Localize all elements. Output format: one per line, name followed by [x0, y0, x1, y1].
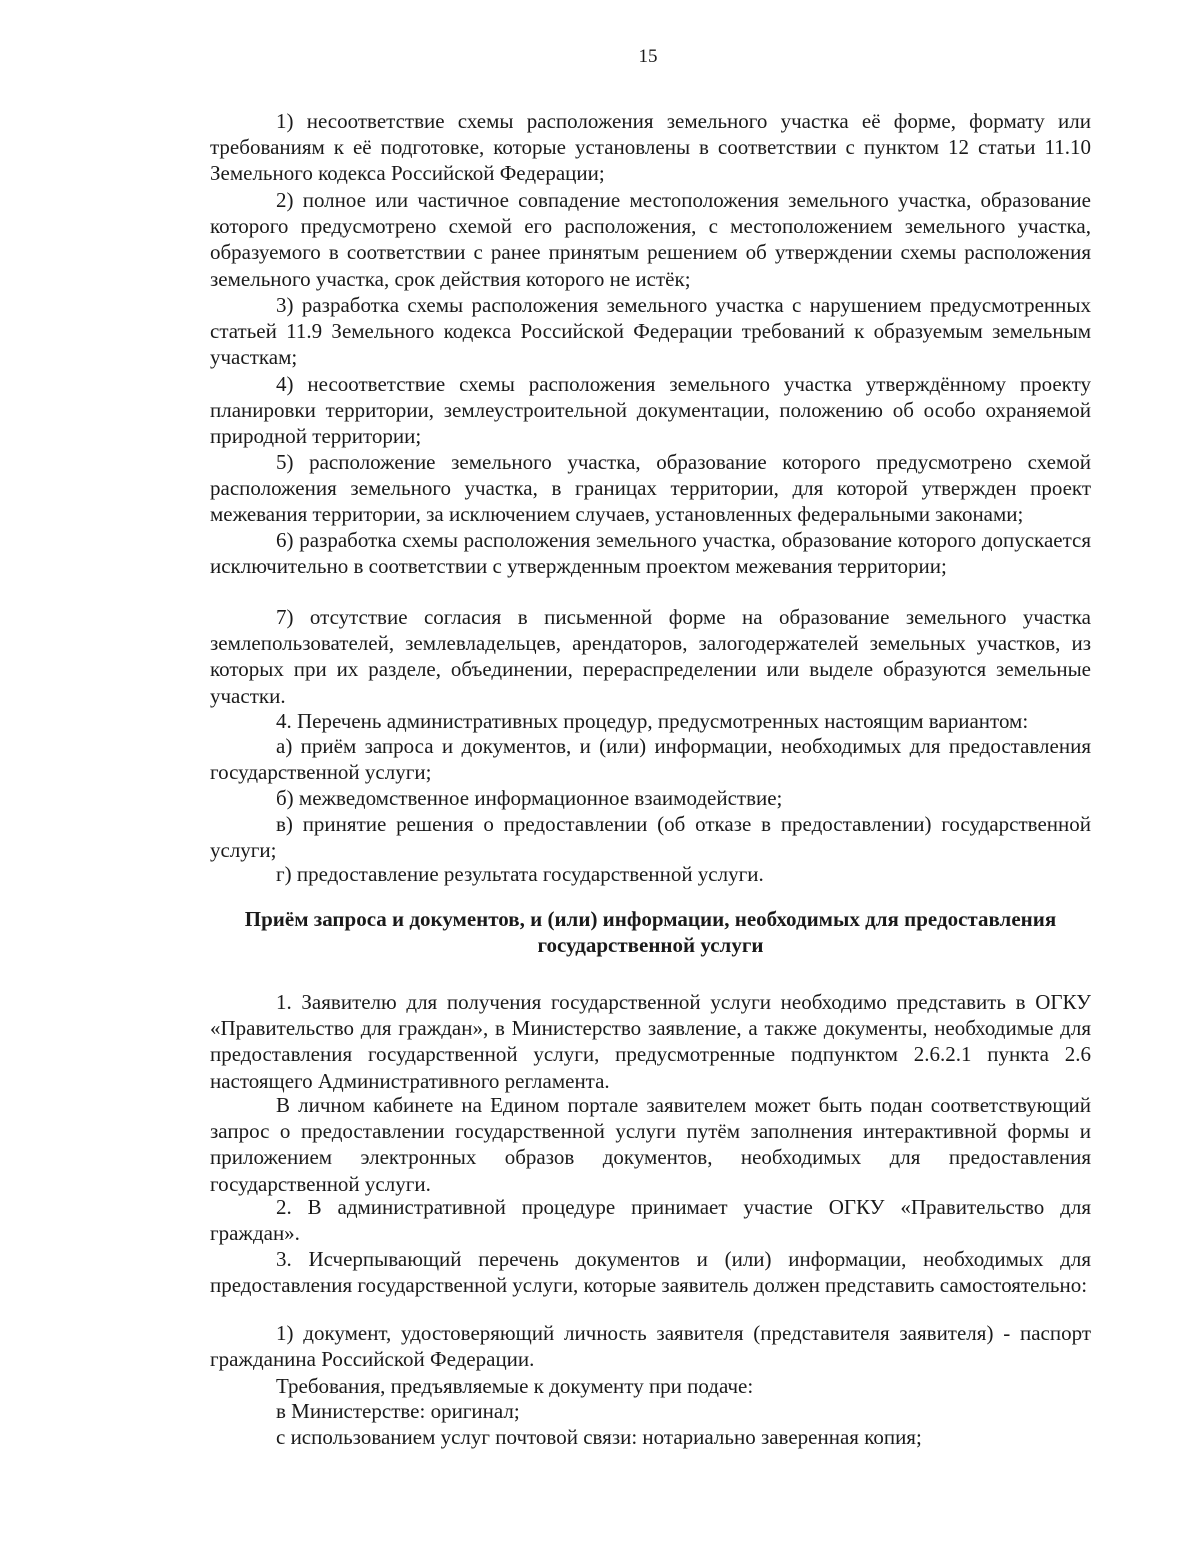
paragraph-procedure-v: в) принятие решения о предоставлении (об отказе в предоставлении) государственной услуги;: [210, 812, 1091, 863]
paragraph-procedure-a: а) приём запроса и документов, и (или) информации, необходимых для предоставления государственной услуги;: [210, 734, 1091, 785]
section-paragraph-4: 3. Исчерпывающий перечень документов и (или) информации, необходимых для предоставления государственной услуги, которые заявитель должен представить самостоятельно:: [210, 1247, 1091, 1298]
paragraph-procedures-list-title: 4. Перечень административных процедур, предусмотренных настоящим вариантом:: [276, 709, 1029, 733]
paragraph-item-6: 6) разработка схемы расположения земельного участка, образование которого допускается исключительно в соответствии с утвержденным проектом межевания территории;: [210, 528, 1091, 579]
section-paragraph-6: Требования, предъявляемые к документу при подаче:: [276, 1374, 754, 1398]
section-paragraph-8: с использованием услуг почтовой связи: нотариально заверенная копия;: [276, 1425, 922, 1449]
paragraph-item-4: 4) несоответствие схемы расположения земельного участка утверждённому проекту планировки территории, землеустроительной документации, положению об особо охраняемой природной территории;: [210, 372, 1091, 449]
paragraph-procedure-g: г) предоставление результата государственной услуги.: [276, 862, 764, 886]
page-number: 15: [638, 46, 658, 67]
section-paragraph-2: В личном кабинете на Едином портале заявителем может быть подан соответствующий запрос о предоставлении государственной услуги путём заполнения интерактивной формы и приложением электронных образов документов, необходимых для предоставления государственной услуги.: [210, 1093, 1091, 1196]
paragraph-item-2: 2) полное или частичное совпадение местоположения земельного участка, образование которого предусмотрено схемой его расположения, с местоположением земельного участка, образуемого в соответствии с ранее принятым решением об утверждении схемы расположения земельного участка, срок действия которого не истёк;: [210, 188, 1091, 291]
paragraph-item-5: 5) расположение земельного участка, образование которого предусмотрено схемой расположения земельного участка, в границах территории, для которой утвержден проект межевания территории, за исключением случаев, установленных федеральными законами;: [210, 450, 1091, 527]
section-heading: Приём запроса и документов, и (или) информации, необходимых для предоставления государственной услуги: [244, 907, 1057, 958]
section-paragraph-5: 1) документ, удостоверяющий личность заявителя (представителя заявителя) - паспорт гражданина Российской Федерации.: [210, 1321, 1091, 1372]
paragraph-procedure-b: б) межведомственное информационное взаимодействие;: [276, 786, 783, 810]
paragraph-item-1: 1) несоответствие схемы расположения земельного участка её форме, формату или требованиям к её подготовке, которые установлены в соответствии с пунктом 12 статьи 11.10 Земельного кодекса Российской Федерации;: [210, 109, 1091, 186]
section-paragraph-3: 2. В административной процедуре принимает участие ОГКУ «Правительство для граждан».: [210, 1195, 1091, 1246]
paragraph-item-7: 7) отсутствие согласия в письменной форме на образование земельного участка землепользователей, землевладельцев, арендаторов, залогодержателей земельных участков, из которых при их разделе, объединении, перераспределении или выделе образуются земельные участки.: [210, 605, 1091, 708]
paragraph-item-3: 3) разработка схемы расположения земельного участка с нарушением предусмотренных статьей 11.9 Земельного кодекса Российской Федерации требований к образуемым земельным участкам;: [210, 293, 1091, 370]
section-paragraph-7: в Министерстве: оригинал;: [276, 1399, 520, 1423]
section-paragraph-1: 1. Заявителю для получения государственной услуги необходимо представить в ОГКУ «Правительство для граждан», в Министерство заявление, а также документы, необходимые для предоставления государственной услуги, предусмотренные подпунктом 2.6.2.1 пункта 2.6 настоящего Административного регламента.: [210, 990, 1091, 1093]
